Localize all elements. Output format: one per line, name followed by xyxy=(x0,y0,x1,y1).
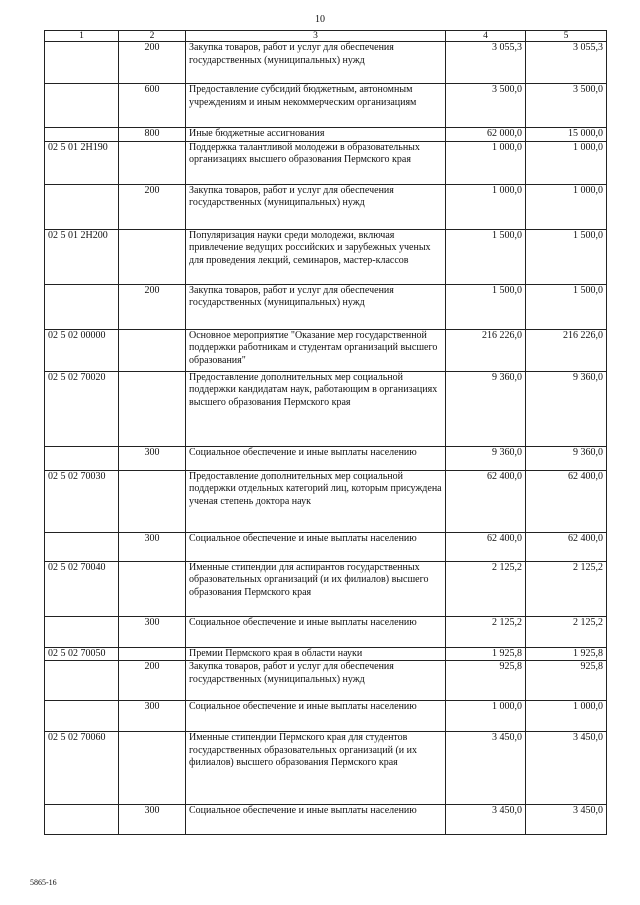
cell-target-code: 02 5 01 2Н190 xyxy=(45,141,119,184)
table-row xyxy=(45,647,607,661)
cell-amount-col5: 1 000,0 xyxy=(526,141,607,184)
cell-target-code xyxy=(45,128,119,142)
table-row xyxy=(45,701,607,732)
cell-amount-col5: 2 125,2 xyxy=(526,616,607,647)
cell-amount-col4: 3 450,0 xyxy=(446,805,526,835)
cell-description: Популяризация науки среди молодежи, включая привлечение ведущих российских и зарубежных ученых для проведения лекций, семинаров, мастер-классов xyxy=(186,229,446,284)
table-row xyxy=(45,805,607,835)
cell-amount-col5: 1 000,0 xyxy=(526,701,607,732)
cell-expense-type: 300 xyxy=(119,805,186,835)
cell-amount-col5: 2 125,2 xyxy=(526,561,607,616)
cell-target-code xyxy=(45,661,119,701)
cell-amount-col4: 2 125,2 xyxy=(446,616,526,647)
cell-description: Поддержка талантливой молодежи в образовательных организациях высшего образования Пермского края xyxy=(186,141,446,184)
cell-expense-type xyxy=(119,329,186,371)
cell-target-code xyxy=(45,532,119,561)
cell-amount-col5: 62 400,0 xyxy=(526,470,607,532)
cell-expense-type xyxy=(119,647,186,661)
cell-description: Закупка товаров, работ и услуг для обеспечения государственных (муниципальных) нужд xyxy=(186,661,446,701)
cell-amount-col5: 1 925,8 xyxy=(526,647,607,661)
cell-amount-col5: 1 500,0 xyxy=(526,229,607,284)
cell-amount-col4: 3 450,0 xyxy=(446,732,526,805)
footer-document-code: 5865-16 xyxy=(30,878,57,887)
cell-amount-col4: 1 500,0 xyxy=(446,284,526,329)
cell-target-code xyxy=(45,42,119,84)
table-row xyxy=(45,732,607,805)
cell-amount-col5: 1 500,0 xyxy=(526,284,607,329)
table-row xyxy=(45,329,607,371)
cell-description: Закупка товаров, работ и услуг для обеспечения государственных (муниципальных) нужд xyxy=(186,184,446,229)
cell-target-code xyxy=(45,446,119,470)
cell-target-code: 02 5 02 70030 xyxy=(45,470,119,532)
cell-target-code xyxy=(45,701,119,732)
cell-expense-type: 300 xyxy=(119,532,186,561)
cell-expense-type xyxy=(119,141,186,184)
cell-expense-type xyxy=(119,732,186,805)
cell-amount-col4: 1 000,0 xyxy=(446,701,526,732)
cell-expense-type: 300 xyxy=(119,701,186,732)
cell-target-code: 02 5 02 70020 xyxy=(45,371,119,446)
cell-description: Именные стипендии для аспирантов государственных образовательных организаций (и их филиалов) высшего образования Пермского края xyxy=(186,561,446,616)
cell-expense-type: 200 xyxy=(119,661,186,701)
cell-target-code: 02 5 02 70050 xyxy=(45,647,119,661)
cell-amount-col5: 3 055,3 xyxy=(526,42,607,84)
cell-amount-col5: 62 400,0 xyxy=(526,532,607,561)
budget-table xyxy=(44,30,607,835)
cell-amount-col5: 9 360,0 xyxy=(526,446,607,470)
cell-target-code xyxy=(45,616,119,647)
cell-description: Социальное обеспечение и иные выплаты населению xyxy=(186,701,446,732)
cell-expense-type: 200 xyxy=(119,184,186,229)
cell-target-code xyxy=(45,184,119,229)
table-header-row xyxy=(45,31,607,42)
cell-expense-type xyxy=(119,470,186,532)
table-row xyxy=(45,284,607,329)
cell-expense-type: 800 xyxy=(119,128,186,142)
table-row xyxy=(45,229,607,284)
cell-expense-type: 600 xyxy=(119,84,186,128)
table-row xyxy=(45,616,607,647)
table-row xyxy=(45,470,607,532)
cell-amount-col4: 1 500,0 xyxy=(446,229,526,284)
cell-description: Предоставление дополнительных мер социальной поддержки кандидатам наук, работающим в организациях высшего образования Пермского края xyxy=(186,371,446,446)
table-row xyxy=(45,42,607,84)
cell-expense-type xyxy=(119,371,186,446)
cell-description: Закупка товаров, работ и услуг для обеспечения государственных (муниципальных) нужд xyxy=(186,42,446,84)
cell-amount-col4: 62 400,0 xyxy=(446,532,526,561)
cell-amount-col4: 3 055,3 xyxy=(446,42,526,84)
cell-target-code xyxy=(45,805,119,835)
cell-amount-col4: 925,8 xyxy=(446,661,526,701)
header-col-5: 5 xyxy=(526,31,607,42)
cell-target-code xyxy=(45,84,119,128)
table-row xyxy=(45,128,607,142)
cell-description: Социальное обеспечение и иные выплаты населению xyxy=(186,446,446,470)
cell-amount-col4: 62 400,0 xyxy=(446,470,526,532)
cell-description: Предоставление субсидий бюджетным, автономным учреждениям и иным некоммерческим организациям xyxy=(186,84,446,128)
header-col-2: 2 xyxy=(119,31,186,42)
table-row xyxy=(45,446,607,470)
cell-amount-col4: 2 125,2 xyxy=(446,561,526,616)
cell-target-code: 02 5 01 2Н200 xyxy=(45,229,119,284)
page-number: 10 xyxy=(315,14,325,25)
table-row xyxy=(45,141,607,184)
cell-amount-col4: 1 000,0 xyxy=(446,184,526,229)
table-row xyxy=(45,532,607,561)
table-body xyxy=(45,31,607,835)
cell-expense-type: 300 xyxy=(119,616,186,647)
cell-amount-col5: 925,8 xyxy=(526,661,607,701)
table-row xyxy=(45,561,607,616)
cell-expense-type: 200 xyxy=(119,42,186,84)
header-col-3: 3 xyxy=(186,31,446,42)
header-col-4: 4 xyxy=(446,31,526,42)
cell-description: Основное мероприятие "Оказание мер государственной поддержки работникам и студентам организаций высшего образования" xyxy=(186,329,446,371)
cell-amount-col4: 9 360,0 xyxy=(446,446,526,470)
cell-description: Социальное обеспечение и иные выплаты населению xyxy=(186,805,446,835)
cell-amount-col5: 15 000,0 xyxy=(526,128,607,142)
table-row xyxy=(45,184,607,229)
cell-amount-col5: 1 000,0 xyxy=(526,184,607,229)
cell-description: Закупка товаров, работ и услуг для обеспечения государственных (муниципальных) нужд xyxy=(186,284,446,329)
table-row xyxy=(45,371,607,446)
cell-expense-type xyxy=(119,561,186,616)
cell-target-code: 02 5 02 70060 xyxy=(45,732,119,805)
cell-expense-type: 200 xyxy=(119,284,186,329)
header-col-1: 1 xyxy=(45,31,119,42)
cell-expense-type: 300 xyxy=(119,446,186,470)
cell-amount-col4: 9 360,0 xyxy=(446,371,526,446)
cell-amount-col5: 3 450,0 xyxy=(526,805,607,835)
cell-target-code: 02 5 02 70040 xyxy=(45,561,119,616)
cell-amount-col4: 1 925,8 xyxy=(446,647,526,661)
cell-amount-col4: 3 500,0 xyxy=(446,84,526,128)
cell-target-code xyxy=(45,284,119,329)
cell-amount-col5: 3 500,0 xyxy=(526,84,607,128)
cell-description: Предоставление дополнительных мер социальной поддержки отдельных категорий лиц, которым присуждена ученая степень доктора наук xyxy=(186,470,446,532)
cell-amount-col5: 216 226,0 xyxy=(526,329,607,371)
cell-amount-col4: 1 000,0 xyxy=(446,141,526,184)
cell-target-code: 02 5 02 00000 xyxy=(45,329,119,371)
cell-description: Социальное обеспечение и иные выплаты населению xyxy=(186,616,446,647)
cell-expense-type xyxy=(119,229,186,284)
table-row xyxy=(45,84,607,128)
table-row xyxy=(45,661,607,701)
cell-amount-col5: 9 360,0 xyxy=(526,371,607,446)
cell-description: Иные бюджетные ассигнования xyxy=(186,128,446,142)
cell-description: Именные стипендии Пермского края для студентов государственных образовательных организаций (и их филиалов) высшего образования Пермского края xyxy=(186,732,446,805)
cell-description: Социальное обеспечение и иные выплаты населению xyxy=(186,532,446,561)
cell-amount-col4: 216 226,0 xyxy=(446,329,526,371)
cell-description: Премии Пермского края в области науки xyxy=(186,647,446,661)
cell-amount-col4: 62 000,0 xyxy=(446,128,526,142)
cell-amount-col5: 3 450,0 xyxy=(526,732,607,805)
